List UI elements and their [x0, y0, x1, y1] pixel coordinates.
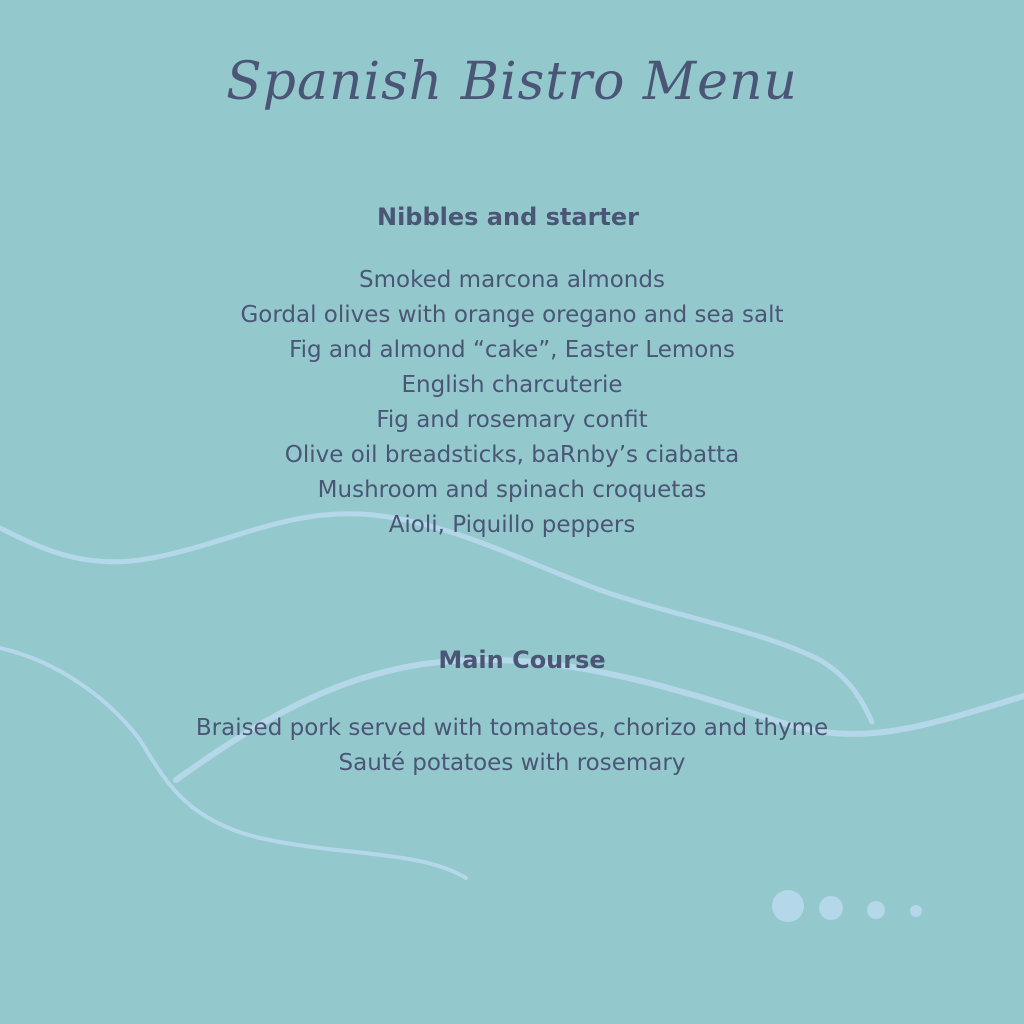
decorative-dot-small [867, 901, 885, 919]
menu-item: Smoked marcona almonds [359, 267, 665, 293]
menu-item: Braised pork served with tomatoes, chorizo and thyme [195, 715, 829, 741]
decorative-dot-tiny [910, 905, 922, 917]
section-heading-nibbles: Nibbles and starter [376, 203, 639, 231]
menu-item: Gordal olives with orange oregano and sea salt [240, 302, 784, 328]
menu-item: Fig and rosemary confit [376, 407, 648, 433]
menu-item: Sauté potatoes with rosemary [338, 750, 686, 776]
section-heading-main-course: Main Course [438, 646, 606, 674]
decorative-dot-large [772, 890, 804, 922]
main-course-item-list [0, 711, 1024, 781]
menu-item: Olive oil breadsticks, baRnby’s ciabatta [284, 442, 740, 468]
menu-item: Mushroom and spinach croquetas [317, 477, 707, 503]
menu-item: Fig and almond “cake”, Easter Lemons [289, 337, 735, 363]
decorative-dot-medium [819, 896, 843, 920]
nibbles-item-list [0, 263, 1024, 543]
menu-item: English charcuterie [401, 372, 623, 398]
menu-item: Aioli, Piquillo peppers [388, 512, 636, 538]
menu-title: Spanish Bistro Menu [226, 52, 798, 112]
wave-line-upper [0, 514, 872, 722]
